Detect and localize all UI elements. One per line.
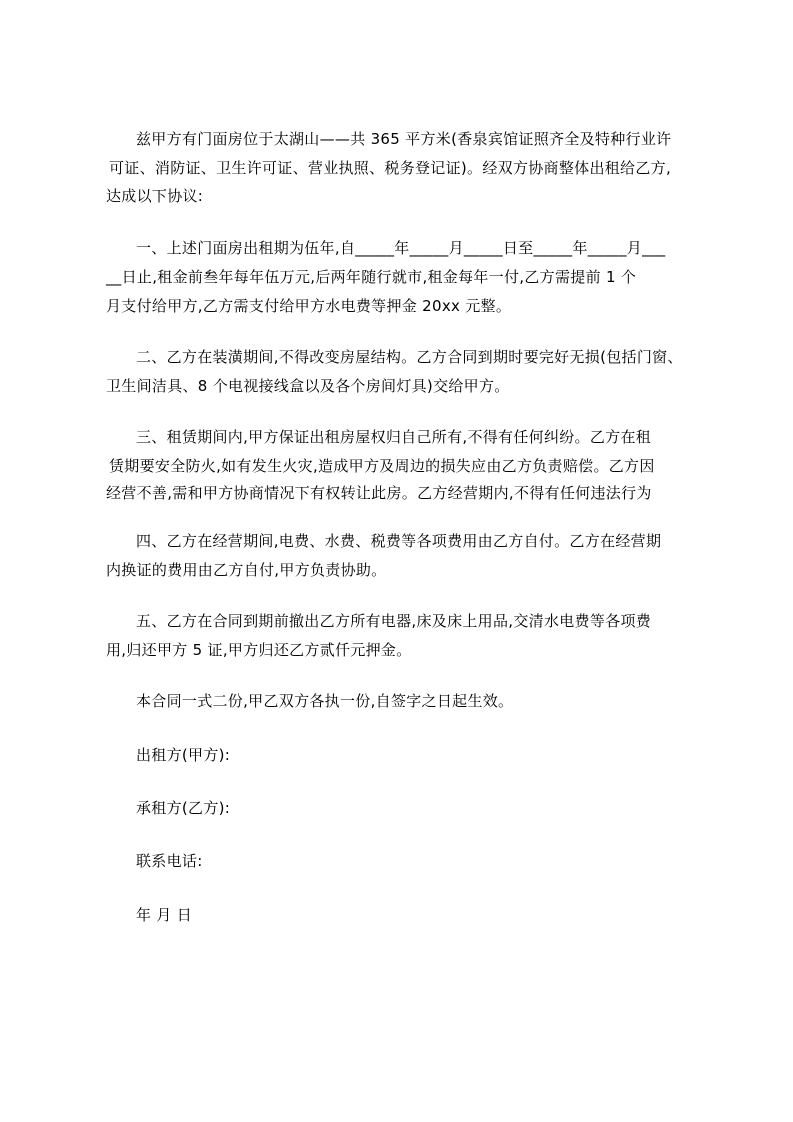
clause-3-line-2: 赁期要安全防火,如有发生火灾,造成甲方及周边的损失应由乙方负责赔偿。乙方因: [109, 457, 655, 475]
lessor-signature-label: 出租方(甲方):: [136, 746, 231, 764]
clause-3-line-3: 经营不善,需和甲方协商情况下有权转让此房。乙方经营期内,不得有任何违法行为: [106, 484, 652, 502]
clause-1-line-1: 一、上述门面房出租期为伍年,自_____年_____月_____日至_____年_____月___: [136, 239, 666, 257]
date-label: 年 月 日: [136, 906, 193, 924]
clause-1-line-3: 月支付给甲方,乙方需支付给甲方水电费等押金 20xx 元整。: [106, 297, 512, 315]
clause-5-line-1: 五、乙方在合同到期前撤出乙方所有电器,床及床上用品,交清水电费等各项费: [136, 612, 652, 630]
phone-label: 联系电话:: [136, 852, 203, 870]
clause-2-line-1: 二、乙方在装潢期间,不得改变房屋结构。乙方合同到期时要完好无损(包括门窗、: [136, 348, 683, 366]
closing-statement: 本合同一式二份,甲乙双方各执一份,自签字之日起生效。: [136, 692, 514, 710]
clause-2-line-2: 卫生间洁具、8 个电视接线盒以及各个房间灯具)交给甲方。: [106, 377, 510, 395]
clause-5-line-2: 用,归还甲方 5 证,甲方归还乙方贰仟元押金。: [106, 641, 412, 659]
intro-line-1: 兹甲方有门面房位于太湖山——共 365 平方米(香泉宾馆证照齐全及特种行业许: [136, 130, 672, 148]
clause-1-line-2: __日止,租金前叁年每年伍万元,后两年随行就市,租金每年一付,乙方需提前 1 个: [106, 268, 637, 286]
lessee-signature-label: 承租方(乙方):: [136, 799, 231, 817]
intro-line-3: 达成以下协议:: [106, 187, 204, 205]
clause-4-line-2: 内换证的费用由乙方自付,甲方负责协助。: [106, 561, 387, 579]
intro-line-2: 可证、消防证、卫生许可证、营业执照、税务登记证)。经双方协商整体出租给乙方,: [109, 159, 672, 177]
clause-4-line-1: 四、乙方在经营期间,电费、水费、税费等各项费用由乙方自付。乙方在经营期: [136, 532, 662, 550]
clause-3-line-1: 三、租赁期间内,甲方保证出租房屋权归自己所有,不得有任何纠纷。乙方在租: [136, 428, 652, 446]
